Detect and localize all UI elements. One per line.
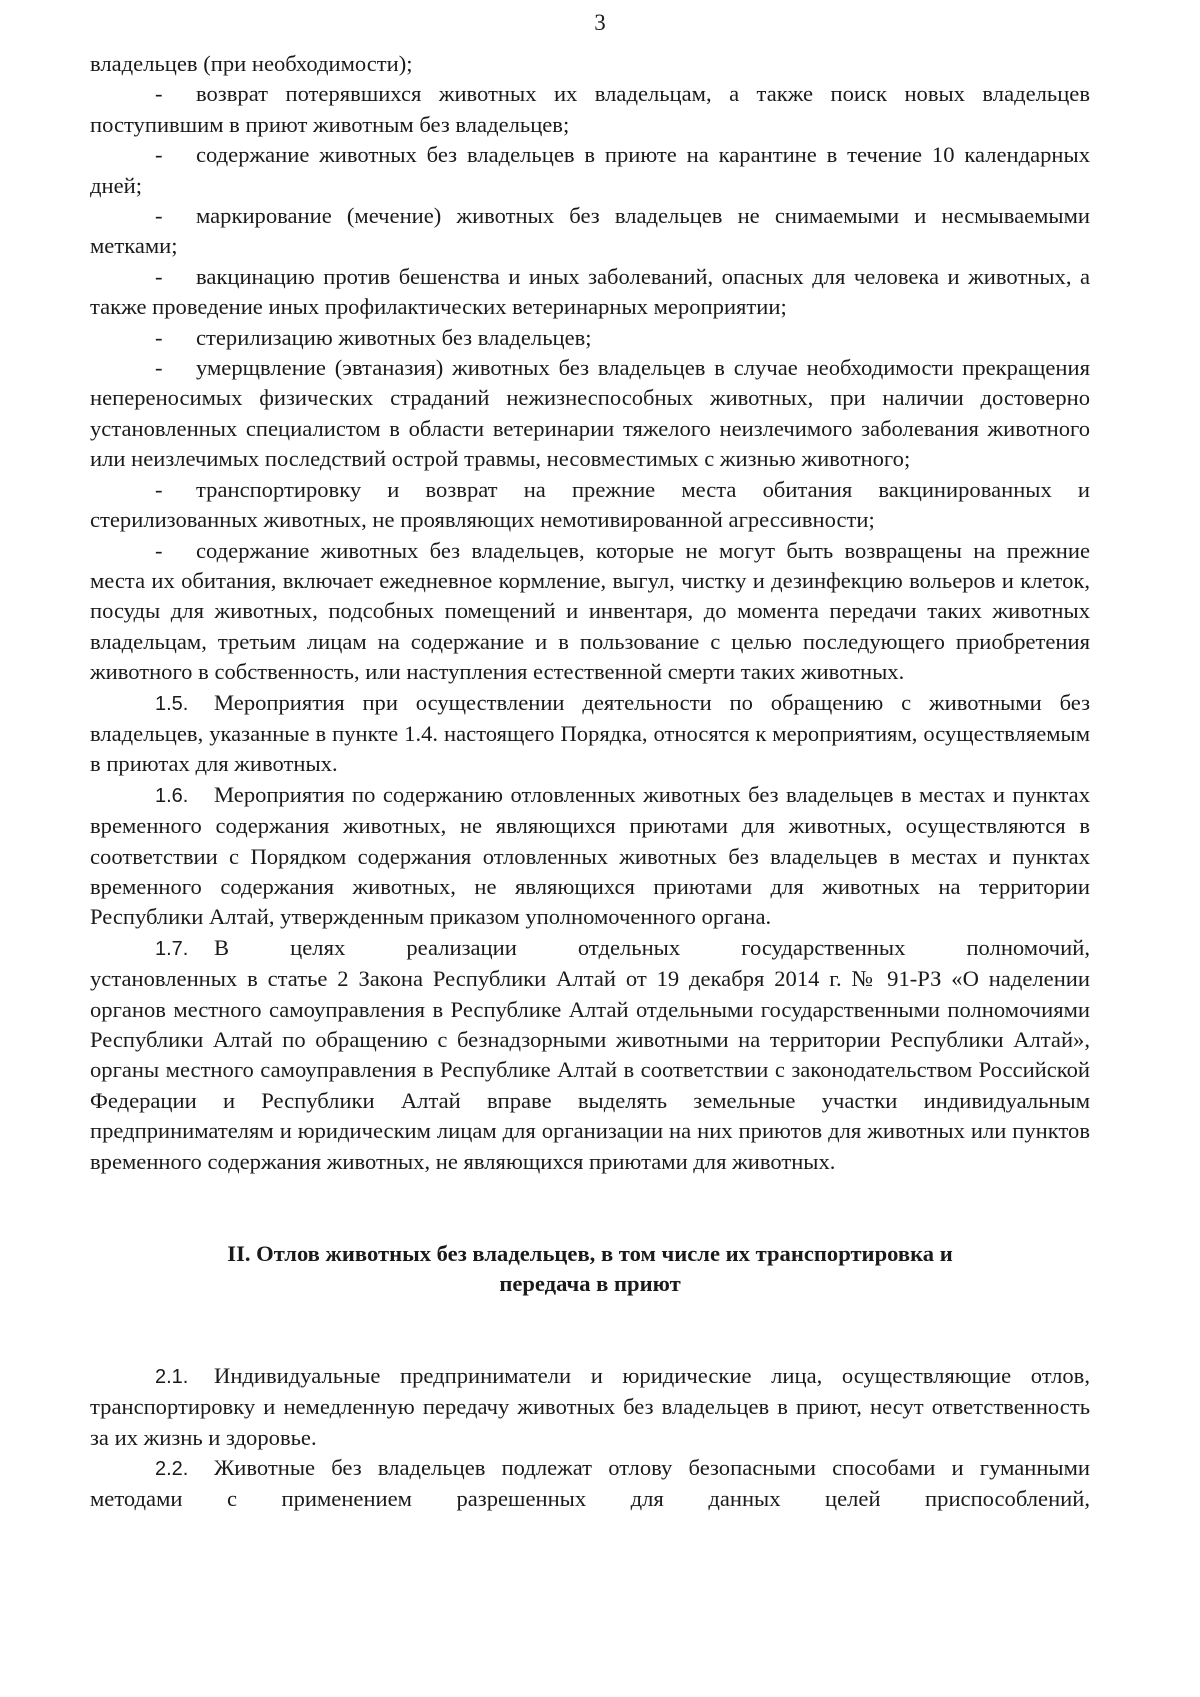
list-item-text: транспортировку и возврат на прежние места обитания вакцинированных и стерилизованных животных, не проявляющих немотивированной агрессивности; [90,476,1090,533]
list-item-text: маркирование (мечение) животных без владельцев не снимаемыми и несмываемыми метками; [90,203,1090,259]
section-heading [90,1239,1090,1300]
list-item [90,536,1090,688]
paragraph-text: Животные без владельцев подлежат отлову безопасными способами и гуманными методами с применением разрешенных для данных целей приспособлений, [90,1455,1090,1512]
paragraph-text: Мероприятия по содержанию отловленных животных без владельцев в местах и пунктах временного содержания животных, не являющихся приютами для животных, осуществляются в соответствии с Порядком содержания отловленных животных без владельцев в местах и пунктах временного содержания животных, не являющихся приютами для животных на территории Республики Алтай, утвержденным приказом уполномоченного органа. [90,781,1090,930]
paragraph-1-6 [90,780,1090,933]
paragraph-1-7-continued: установленных в статье 2 Закона Республики Алтай от 19 декабря 2014 г. № 91-РЗ «О наделении органов местного самоуправления в Республике Алтай отдельными государственными полномочиями Республики Алтай по обращению с безнадзорными животными на территории Республики Алтай», органы местного самоуправления в Республике Алтай в соответствии с законодательством Российской Федерации и Республики Алтай вправе выделять земельные участки индивидуальным предпринимателям и юридическим лицам для организации на них приютов для животных или пунктов временного содержания животных, не являющихся приютами для животных. [90,966,1090,1174]
list-item [90,201,1090,262]
bullet-marker: - [155,203,163,229]
spacer [90,1177,1090,1239]
list-item [90,140,1090,201]
paragraph-1-7-first-line [90,933,1090,964]
spacer [90,1300,1090,1361]
paragraph-text: Мероприятия при осуществлении деятельности по обращению с животными без владельцев, указанные в пункте 1.4. настоящего Порядка, относятся к мероприятиям, осуществляемым в приютах для животных. [90,689,1090,777]
bullet-marker: - [155,324,163,350]
paragraph-2-2 [90,1453,1090,1515]
list-item [90,353,1090,475]
bullet-marker: - [155,81,163,107]
page-number: 3 [594,10,606,35]
list-item-text: содержание животных без владельцев в приюте на карантине в течение 10 календарных дней; [90,142,1090,198]
section-heading-line-1: II. Отлов животных без владельцев, в том числе их транспортировка и [227,1241,953,1267]
list-item-text: умерщвление (эвтаназия) животных без владельцев в случае необходимости прекращения непереносимых физических страданий нежизнеспособных животных, при наличии достоверно установленных специалистом в области ветеринарии тяжелого неизлечимого заболевания животного или неизлечимых последствий острой травмы, несовместимых с жизнью животного; [90,355,1090,472]
bullet-marker: - [155,263,163,289]
list-item [90,79,1090,140]
bullet-marker: - [155,355,163,381]
paragraph-2-1 [90,1361,1090,1453]
section-heading-line-2: передача в приют [499,1271,681,1297]
paragraph-number: 2.1. [155,1365,189,1388]
paragraph-text: Индивидуальные предприниматели и юридические лица, осуществляющие отлов, транспортировку и немедленную передачу животных без владельцев в приют, несут ответственность за их жизнь и здоровье. [90,1362,1090,1450]
paragraph-text: В целях реализации отдельных государственных полномочий, [214,934,1090,960]
list-item [90,262,1090,323]
list-item-text: стерилизацию животных без владельцев; [196,324,592,350]
paragraph-number: 2.2. [155,1458,189,1481]
list-item-text: возврат потерявшихся животных их владельцам, а также поиск новых владельцев поступившим в приют животным без владельцев; [90,81,1090,137]
continuation-line: владельцев (при необходимости); [90,51,413,76]
list-item [90,475,1090,536]
paragraph-number: 1.7. [155,937,189,960]
list-item-text: содержание животных без владельцев, которые не могут быть возвращены на прежние места их обитания, включает ежедневное кормление, выгул, чистку и дезинфекцию вольеров и клеток, посуды для животных, подсобных помещений и инвентаря, до момента передачи таких животных владельцам, третьим лицам на содержание и в пользование с целью последующего приобретения животного в собственность, или наступления естественной смерти таких животных. [90,537,1090,685]
paragraph-number: 1.5. [155,692,189,715]
document-body [90,49,1090,1515]
paragraph-number: 1.6. [155,784,189,807]
list-item [90,323,1090,353]
bullet-marker: - [155,142,163,168]
bullet-marker: - [155,476,163,502]
bullet-marker: - [155,537,163,563]
list-item-text: вакцинацию против бешенства и иных заболеваний, опасных для человека и животных, а также проведение иных профилактических ветеринарных мероприятии; [90,263,1090,320]
paragraph-1-5 [90,688,1090,780]
